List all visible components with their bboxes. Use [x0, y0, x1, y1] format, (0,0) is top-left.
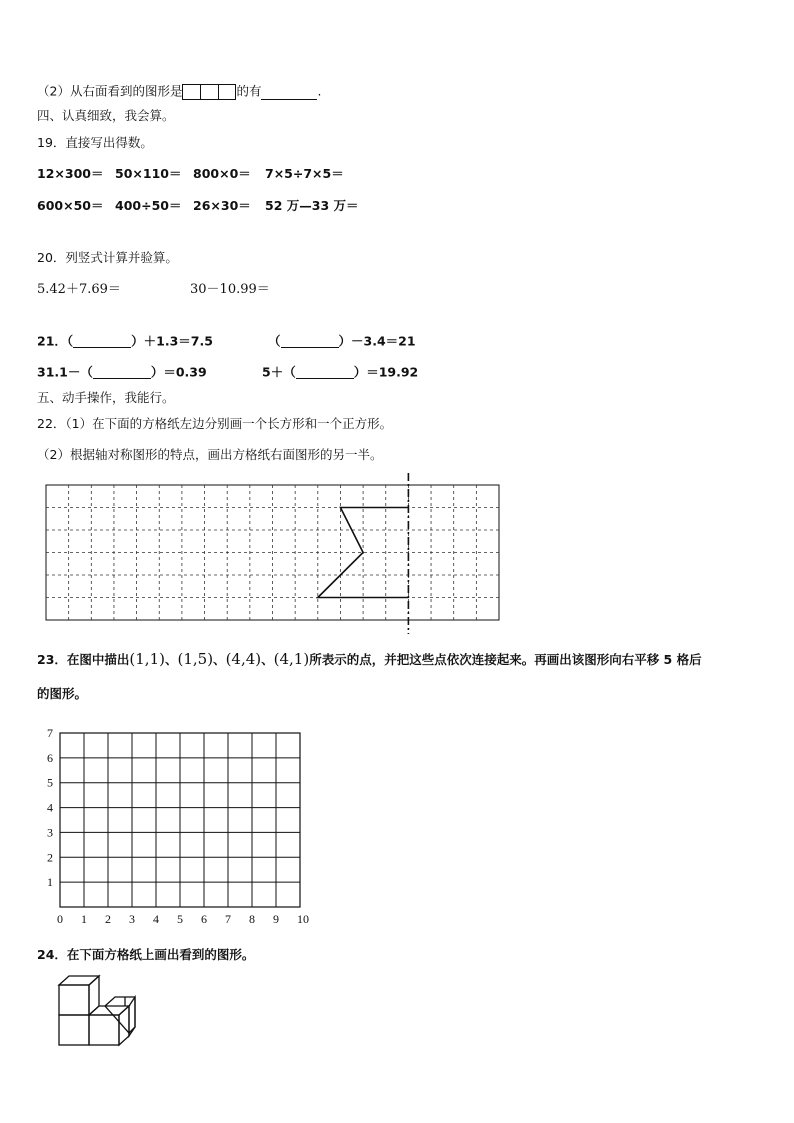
- section-4-heading: 四、认真细致，我会算。: [37, 108, 175, 123]
- section-5-heading: 五、动手操作，我能行。: [37, 390, 175, 405]
- q21-expression: ）－3.4＝21: [338, 333, 416, 349]
- q19-item: 400÷50＝: [115, 198, 182, 213]
- q23-line2: 的图形。: [37, 686, 88, 701]
- q21-expression: ）＝19.92: [353, 364, 419, 380]
- q19-item: 26×30＝: [193, 198, 251, 213]
- q23-prefix: 23．在图中描出: [37, 652, 130, 667]
- separator: 、: [213, 652, 226, 667]
- x-tick-label: 0: [57, 912, 63, 926]
- point-label: (1,1): [129, 650, 165, 668]
- q19-item: 7×5÷7×5＝: [265, 166, 344, 181]
- q20-item: 30－10.99＝: [190, 282, 270, 297]
- x-tick-label: 1: [81, 912, 87, 926]
- separator: 、: [261, 652, 274, 667]
- q19-item: 52 万—33 万＝: [265, 198, 359, 213]
- x-tick-label: 5: [177, 912, 183, 926]
- q23-suffix: 所表示的点，并把这些点依次连接起来。再画出该图形向右平移 5 格后: [309, 652, 702, 667]
- q19-item: 800×0＝: [193, 166, 251, 181]
- point-label: (4,1): [273, 650, 310, 668]
- y-tick-label: 4: [47, 800, 53, 815]
- q22-part2: （2）根据轴对称图形的特点，画出方格纸右面图形的另一半。: [37, 447, 383, 462]
- question-right-view-prefix: （2）从右面看到的图形是: [37, 83, 183, 99]
- x-tick-label: 7: [225, 912, 231, 926]
- y-tick-label: 3: [47, 825, 53, 840]
- q21-number: 21．（: [37, 333, 74, 349]
- x-tick-label: 10: [297, 912, 309, 926]
- x-tick-label: 9: [273, 912, 279, 926]
- x-tick-label: 4: [153, 912, 159, 926]
- period: .: [317, 83, 322, 99]
- q22-part1: 22．（1）在下面的方格纸左边分别画一个长方形和一个正方形。: [37, 416, 393, 431]
- y-tick-label: 2: [47, 850, 53, 865]
- question-right-view-suffix: 的有: [236, 83, 262, 99]
- point-label: (1,5): [177, 650, 214, 668]
- q20-title: 20．列竖式计算并验算。: [37, 250, 178, 265]
- q19-item: 50×110＝: [115, 166, 182, 181]
- q21-expression: 31.1－（: [37, 364, 93, 380]
- y-tick-label: 1: [47, 875, 53, 890]
- q20-item: 5.42＋7.69＝: [37, 282, 121, 297]
- q24-title: 24．在下面方格纸上画出看到的图形。: [37, 947, 255, 962]
- separator: 、: [164, 652, 178, 667]
- x-tick-label: 2: [105, 912, 111, 926]
- q19-title: 19．直接写出得数。: [37, 135, 153, 150]
- q19-item: 600×50＝: [37, 198, 104, 213]
- x-tick-label: 8: [249, 912, 255, 926]
- y-tick-label: 7: [47, 726, 53, 740]
- point-label: (4,4): [225, 650, 262, 668]
- q21-expression: ）＋1.3＝7.5: [131, 333, 213, 349]
- q21-expression: （: [268, 333, 281, 349]
- q19-item: 12×300＝: [37, 166, 104, 181]
- q21-expression: 5＋（: [262, 364, 296, 380]
- x-tick-label: 3: [129, 912, 135, 926]
- y-tick-label: 6: [47, 750, 53, 765]
- q21-expression: ）＝0.39: [150, 364, 207, 380]
- x-tick-label: 6: [201, 912, 207, 926]
- y-tick-label: 5: [47, 775, 53, 790]
